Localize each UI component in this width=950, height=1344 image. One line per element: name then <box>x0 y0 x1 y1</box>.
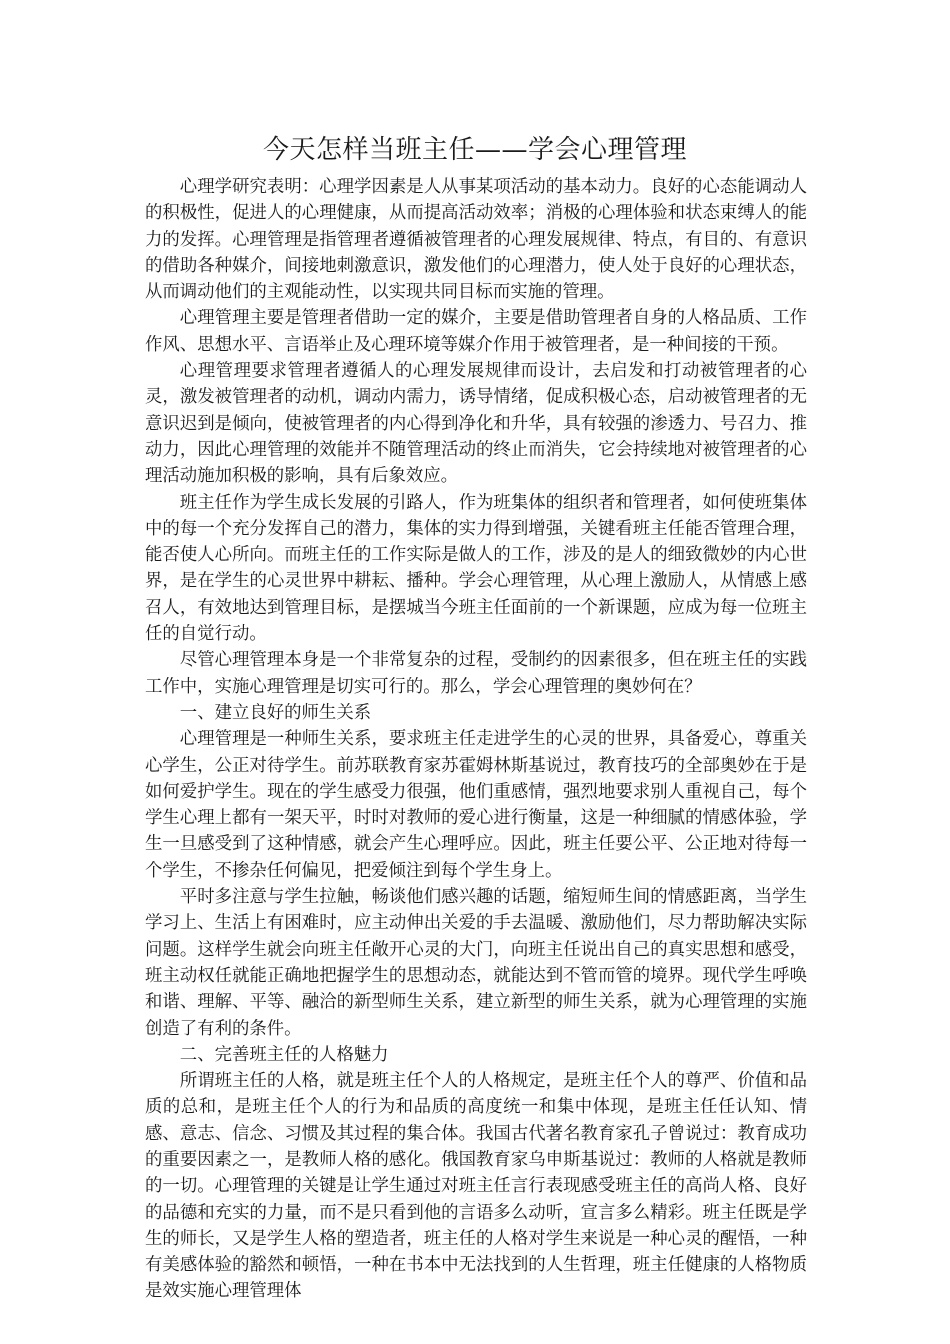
paragraph: 所谓班主任的人格，就是班主任个人的人格规定，是班主任个人的尊严、价值和品质的总和，是班主任个人的行为和品质的高度统一和集中体现，是班主任任认知、情感、意志、信念、习惯及其过程的集合体。我国古代著名教育家孔子曾说过：教育成功的重要因素之一，是教师人格的感化。俄国教育家乌申斯基说过：教师的人格就是教师的一切。心理管理的关键是让学生通过对班主任言行表现感受班主任的高尚人格、良好的品德和充实的力量，而不是只看到他的言语多么动听，宣言多么精彩。班主任既是学生的师长，又是学生人格的塑造者，班主任的人格对学生来说是一种心灵的醒悟，一种有美感体验的豁然和顿悟，一种在书本中无法找到的人生哲理，班主任健康的人格物质是效实施心理管理体 <box>145 1071 807 1302</box>
section-heading: 二、完善班主任的人格魅力 <box>179 1044 389 1065</box>
document-body <box>145 174 807 1305</box>
paragraph: 平时多注意与学生拉触，畅谈他们感兴趣的话题，缩短师生间的情感距离，当学生学习上、生活上有困难时，应主动伸出关爱的手去温暖、激励他们，尽力帮助解决实际问题。这样学生就会向班主任敞开心灵的大门，向班主任说出自己的真实思想和感受，班主动权任就能正确地把握学生的思想动态，就能达到不管而管的境界。现代学生呼唤和谐、理解、平等、融洽的新型师生关系，建立新型的师生关系，就为心理管理的实施创造了有利的条件。 <box>145 887 807 1039</box>
section-heading: 一、建立良好的师生关系 <box>179 702 372 723</box>
document-title: 今天怎样当班主任——学会心理管理 <box>262 135 687 165</box>
paragraph: 心理学研究表明：心理学因素是人从事某项活动的基本动力。良好的心态能调动人的积极性，促进人的心理健康，从而提高活动效率；消极的心理体验和状态束缚人的能力的发挥。心理管理是指管理者遵循被管理者的心理发展规律、特点，有目的、有意识的借助各种媒介，间接地刺激意识，激发他们的心理潜力，使人处于良好的心理状态，从而调动他们的主观能动性，以实现共同目标而实施的管理。 <box>145 177 807 303</box>
paragraph: 心理管理是一种师生关系，要求班主任走进学生的心灵的世界，具备爱心，尊重关心学生，公正对待学生。前苏联教育家苏霍姆林斯基说过，教育技巧的全部奥妙在于是如何爱护学生。现在的学生感受力很强，他们重感情，强烈地要求别人重视自己，每个学生心理上都有一架天平，时时对教师的爱心进行衡量，这是一种细腻的情感体验，学生一旦感受到了这种情感，就会产生心理呼应。因此，班主任要公平、公正地对待每一个学生，不掺杂任何偏见，把爱倾注到每个学生身上。 <box>145 729 807 881</box>
paragraph: 尽管心理管理本身是一个非常复杂的过程，受制约的因素很多，但在班主任的实践工作中，实施心理管理是切实可行的。那么，学会心理管理的奥妙何在？ <box>145 650 807 697</box>
paragraph: 心理管理要求管理者遵循人的心理发展规律而设计，去启发和打动被管理者的心灵，激发被管理者的动机，调动内需力，诱导情绪，促成积极心态，启动被管理者的无意识迟到是倾向，使被管理者的内心得到净化和升华，具有较强的渗透力、号召力、推动力，因此心理管理的效能并不随管理活动的终止而消失，它会持续地对被管理者的心理活动施加积极的影响，具有后象效应。 <box>145 361 807 487</box>
paragraph: 班主任作为学生成长发展的引路人，作为班集体的组织者和管理者，如何使班集体中的每一个充分发挥自己的潜力，集体的实力得到增强，关键看班主任能否管理合理，能否使人心所向。而班主任的工作实际是做人的工作，涉及的是人的细致微妙的内心世界，是在学生的心灵世界中耕耘、播种。学会心理管理，从心理上激励人，从情感上感召人，有效地达到管理目标，是摆城当今班主任面前的一个新课题，应成为每一位班主任的自觉行动。 <box>145 492 807 645</box>
paragraph: 心理管理主要是管理者借助一定的媒介，主要是借助管理者自身的人格品质、工作作风、思想水平、言语举止及心理环境等媒介作用于被管理者，是一种间接的干预。 <box>145 308 807 355</box>
